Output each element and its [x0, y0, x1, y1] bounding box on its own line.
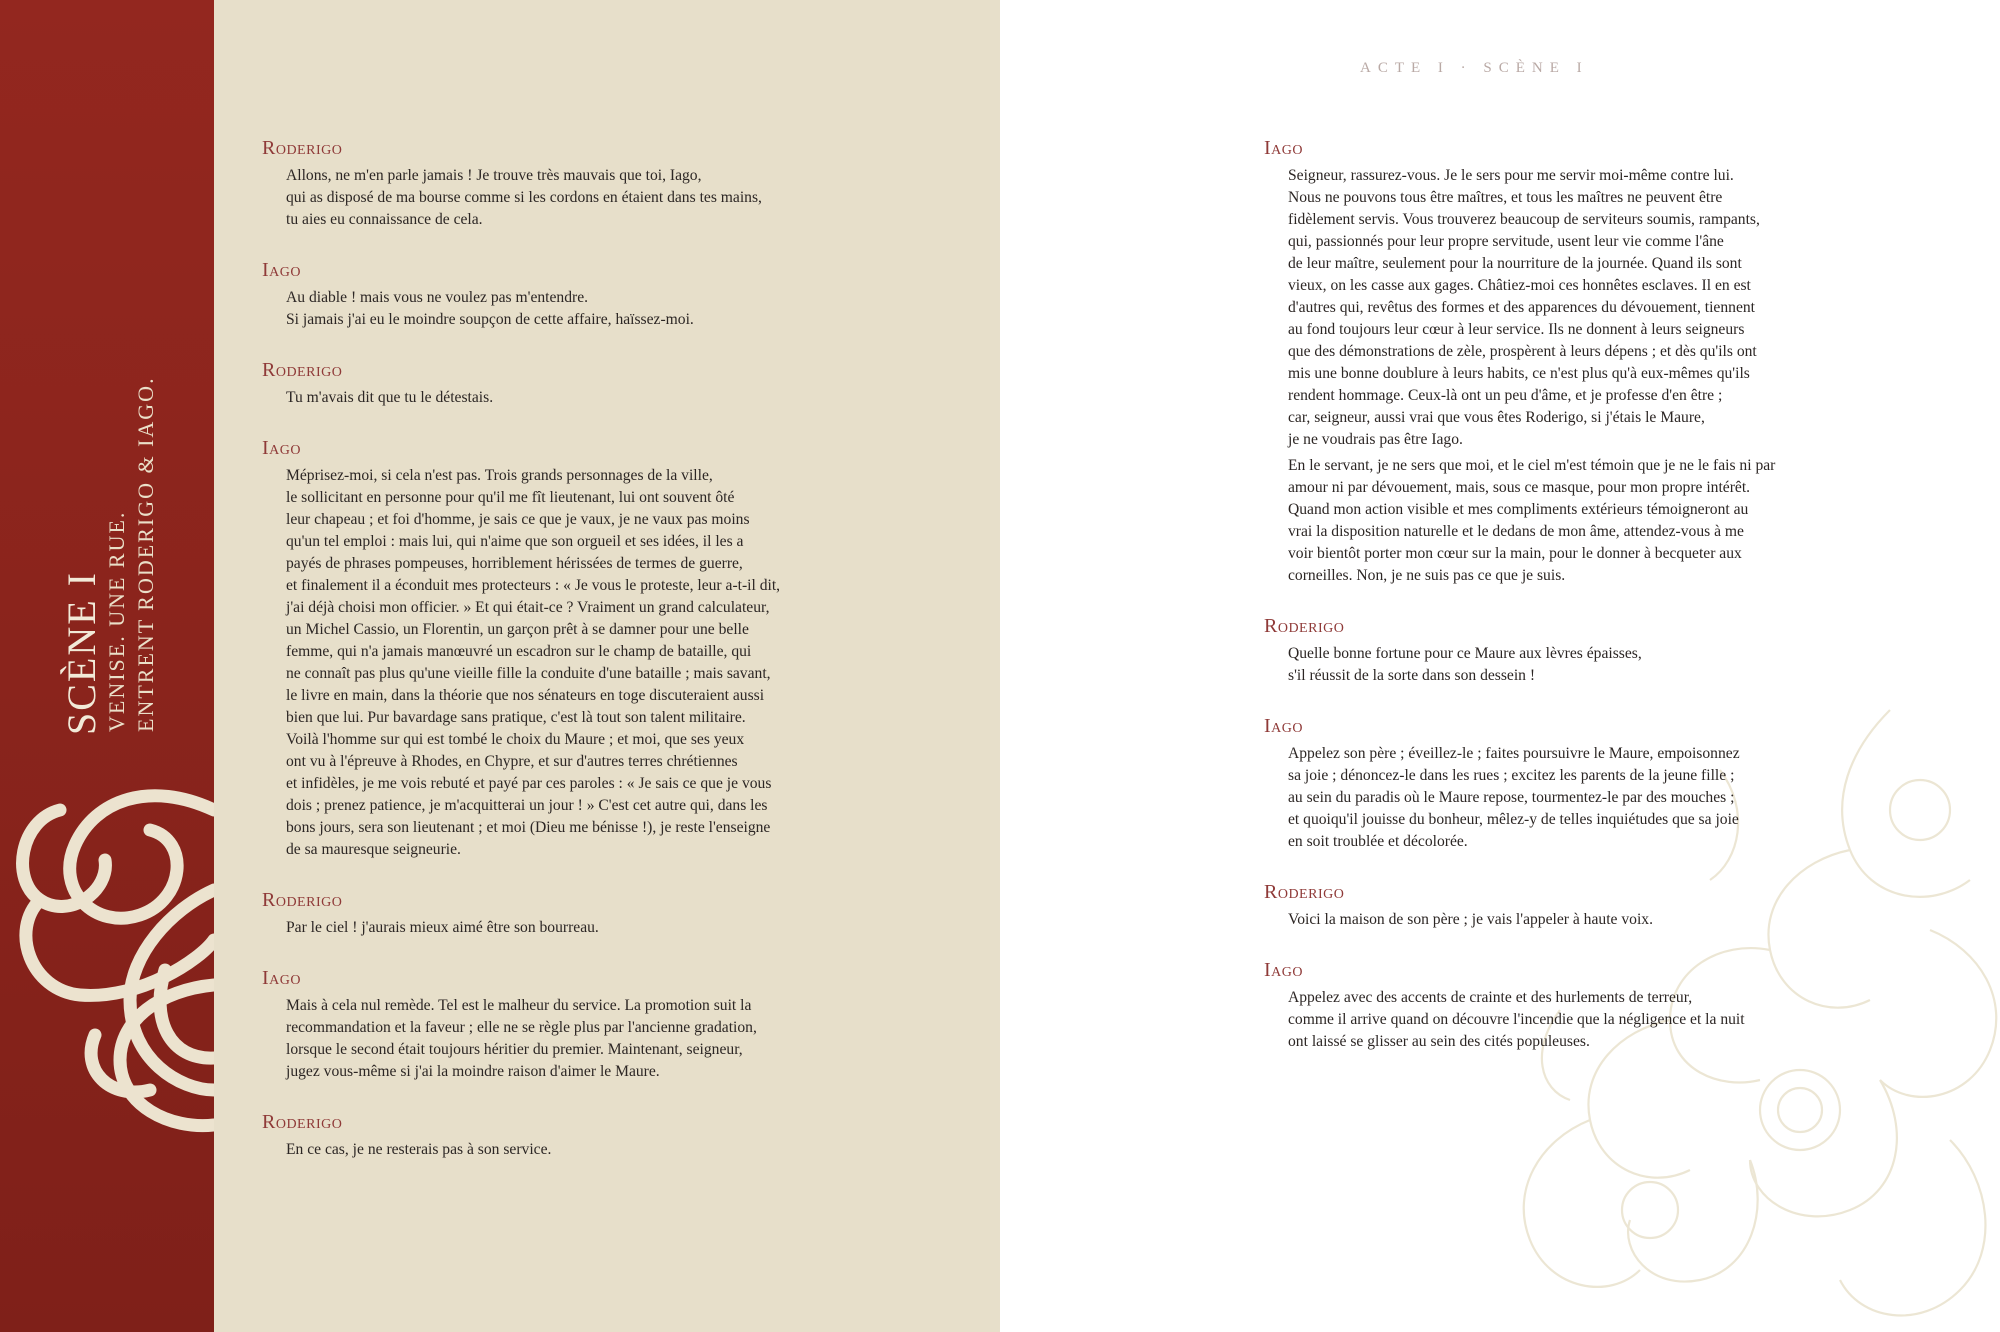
speaker-name: Roderigo: [262, 889, 343, 911]
speech-text: [1288, 643, 1824, 687]
speech-text: [286, 387, 822, 409]
text-line: bien que lui. Pur bavardage sans pratique, c'est là tout son talent militaire.: [286, 709, 746, 726]
left-text-column: [262, 135, 822, 1187]
text-line: tu aies eu connaissance de cela.: [286, 211, 483, 228]
speech-text: [286, 465, 822, 861]
speech-text: [1288, 909, 1824, 931]
text-line: fidèlement servis. Vous trouverez beaucoup de serviteurs soumis, rampants,: [1288, 211, 1760, 228]
text-line: mis une bonne doublure à leurs habits, ce n'est plus qu'à eux-mêmes qu'ils: [1288, 365, 1750, 382]
text-line: et finalement il a éconduit mes protecteurs : « Je vous le proteste, leur a-t-il dit,: [286, 577, 781, 594]
text-line: qui, passionnés pour leur propre servitude, usent leur vie comme l'âne: [1288, 233, 1724, 250]
text-line: voir bientôt porter mon cœur sur la main, pour le donner à becqueter aux: [1288, 545, 1742, 562]
speaker-name: Roderigo: [1264, 615, 1345, 637]
speech-block: [262, 357, 822, 409]
speaker-name: Roderigo: [262, 359, 343, 381]
speech-block: [1264, 879, 1824, 931]
right-text-column: [1264, 135, 1824, 1079]
speech-block: [1264, 135, 1824, 587]
speaker-name: Iago: [262, 259, 301, 281]
speaker-name: Roderigo: [1264, 881, 1345, 903]
text-line: Seigneur, rassurez-vous. Je le sers pour me servir moi-même contre lui.: [1288, 167, 1734, 184]
text-line: en soit troublée et décolorée.: [1288, 833, 1468, 850]
text-line: ont laissé se glisser au sein des cités populeuses.: [1288, 1033, 1590, 1050]
speech-block: [262, 965, 822, 1083]
text-line: recommandation et la faveur ; elle ne se règle plus par l'ancienne gradation,: [286, 1019, 757, 1036]
text-line: que des démonstrations de zèle, prospèrent à leurs dépens ; et dès qu'ils ont: [1288, 343, 1757, 360]
text-line: Nous ne pouvons tous être maîtres, et tous les maîtres ne peuvent être: [1288, 189, 1723, 206]
running-head: ACTE I · SCÈNE I: [1360, 60, 1589, 76]
speech-text: [286, 995, 822, 1083]
text-line: comme il arrive quand on découvre l'incendie que la négligence et la nuit: [1288, 1011, 1745, 1028]
text-line: car, seigneur, aussi vrai que vous êtes Roderigo, si j'étais le Maure,: [1288, 409, 1705, 426]
text-line: de sa mauresque seigneurie.: [286, 841, 461, 858]
text-line: rendent hommage. Ceux-là ont un peu d'âme, et je professe d'en être ;: [1288, 387, 1723, 404]
speech-text: [286, 1139, 822, 1161]
text-line: qui as disposé de ma bourse comme si les cordons en étaient dans tes mains,: [286, 189, 762, 206]
text-line: et infidèles, je me vois rebuté et payé par ces paroles : « Je sais ce que je vous: [286, 775, 772, 792]
speech-block: [262, 887, 822, 939]
speech-block: [1264, 957, 1824, 1053]
speaker-name: Iago: [1264, 715, 1303, 737]
speaker-name: Iago: [1264, 959, 1303, 981]
text-line: payés de phrases pompeuses, horriblement hérissées de termes de guerre,: [286, 555, 743, 572]
speech-block: [262, 1109, 822, 1161]
text-line: En le servant, je ne sers que moi, et le ciel m'est témoin que je ne le fais ni par: [1288, 457, 1776, 474]
text-line: et quoiqu'il jouisse du bonheur, mêlez-y de telles inquiétudes que sa joie: [1288, 811, 1739, 828]
text-line: vieux, on les casse aux gages. Châtiez-moi ces honnêtes esclaves. Il en est: [1288, 277, 1751, 294]
text-line: Tu m'avais dit que tu le détestais.: [286, 389, 494, 406]
speaker-name: Roderigo: [262, 137, 343, 159]
scene-title-band: [0, 0, 214, 1332]
text-line: le livre en main, dans la théorie que nos sénateurs en toge discuteraient aussi: [286, 687, 765, 704]
text-line: au fond toujours leur cœur à leur service. Ils ne donnent à leurs seigneurs: [1288, 321, 1745, 338]
text-line: Allons, ne m'en parle jamais ! Je trouve très mauvais que toi, Iago,: [286, 167, 702, 184]
text-line: sa joie ; dénoncez-le dans les rues ; excitez les parents de la jeune fille ;: [1288, 767, 1735, 784]
text-line: En ce cas, je ne resterais pas à son service.: [286, 1141, 552, 1158]
text-line: jugez vous-même si j'ai la moindre raison d'aimer le Maure.: [286, 1063, 660, 1080]
speaker-name: Iago: [262, 967, 301, 989]
text-line: Appelez son père ; éveillez-le ; faites poursuivre le Maure, empoisonnez: [1288, 745, 1740, 762]
text-line: s'il réussit de la sorte dans son dessein !: [1288, 667, 1536, 684]
text-line: dois ; prenez patience, je m'acquitterai un jour ! » C'est cet autre qui, dans les: [286, 797, 768, 814]
scene-setting: VENISE. UNE RUE.: [104, 510, 129, 732]
text-line: ne connaît pas plus qu'une vieille fille la conduite d'une bataille ; mais savant,: [286, 665, 771, 682]
text-line: bons jours, sera son lieutenant ; et moi (Dieu me bénisse !), je reste l'enseigne: [286, 819, 771, 836]
speech-block: [262, 435, 822, 861]
speech-text: [1288, 165, 1824, 587]
speech-block: [262, 257, 822, 331]
text-line: lorsque le second était toujours héritier du premier. Maintenant, seigneur,: [286, 1041, 743, 1058]
text-line: Au diable ! mais vous ne voulez pas m'entendre.: [286, 289, 589, 306]
text-line: Par le ciel ! j'aurais mieux aimé être son bourreau.: [286, 919, 599, 936]
speech-block: [262, 135, 822, 231]
text-line: j'ai déjà choisi mon officier. » Et qui était-ce ? Vraiment un grand calculateur,: [286, 599, 770, 616]
speech-text: [286, 287, 822, 331]
speech-block: [1264, 613, 1824, 687]
celtic-knot-ornament-icon: [0, 740, 214, 1160]
text-line: Quelle bonne fortune pour ce Maure aux lèvres épaisses,: [1288, 645, 1642, 662]
text-line: Quand mon action visible et mes compliments extérieurs témoigneront au: [1288, 501, 1749, 518]
text-line: corneilles. Non, je ne suis pas ce que je suis.: [1288, 567, 1566, 584]
text-line: femme, qui n'a jamais manœuvré un escadron sur le champ de bataille, qui: [286, 643, 752, 660]
text-line: Voici la maison de son père ; je vais l'appeler à haute voix.: [1288, 911, 1653, 928]
speech-text: [1288, 743, 1824, 853]
text-line: amour ni par dévouement, mais, sous ce masque, pour mon propre intérêt.: [1288, 479, 1751, 496]
text-line: Appelez avec des accents de crainte et des hurlements de terreur,: [1288, 989, 1693, 1006]
speech-block: [1264, 713, 1824, 853]
text-line: leur chapeau ; et foi d'homme, je sais ce que je vaux, je ne vaux pas moins: [286, 511, 750, 528]
speaker-name: Iago: [1264, 137, 1303, 159]
speech-text: [286, 917, 822, 939]
text-line: d'autres qui, revêtus des formes et des apparences du dévouement, tiennent: [1288, 299, 1755, 316]
text-line: qu'un tel emploi : mais lui, qui n'aime que son orgueil et ses idées, il les a: [286, 533, 744, 550]
text-line: Mais à cela nul remède. Tel est le malheur du service. La promotion suit la: [286, 997, 752, 1014]
speaker-name: Roderigo: [262, 1111, 343, 1133]
text-line: vrai la disposition naturelle et le dedans de mon âme, attendez-vous à me: [1288, 523, 1744, 540]
text-line: le sollicitant en personne pour qu'il me fît lieutenant, lui ont souvent ôté: [286, 489, 735, 506]
text-line: Si jamais j'ai eu le moindre soupçon de cette affaire, haïssez-moi.: [286, 311, 694, 328]
scene-heading: SCÈNE I: [59, 571, 104, 735]
text-line: un Michel Cassio, un Florentin, un garçon prêt à se damner pour une belle: [286, 621, 749, 638]
text-line: Voilà l'homme sur qui est tombé le choix du Maure ; et moi, que ses yeux: [286, 731, 745, 748]
text-line: au sein du paradis où le Maure repose, tourmentez-le par des mouches ;: [1288, 789, 1735, 806]
scene-entrance: ENTRENT RODERIGO & IAGO.: [133, 376, 158, 732]
text-line: je ne voudrais pas être Iago.: [1288, 431, 1463, 448]
text-line: de leur maître, seulement pour la nourriture de la journée. Quand ils sont: [1288, 255, 1742, 272]
text-line: Méprisez-moi, si cela n'est pas. Trois grands personnages de la ville,: [286, 467, 713, 484]
speech-text: [1288, 987, 1824, 1053]
speech-text: [286, 165, 822, 231]
speaker-name: Iago: [262, 437, 301, 459]
text-line: ont vu à l'épreuve à Rhodes, en Chypre, et sur d'autres terres chrétiennes: [286, 753, 738, 770]
